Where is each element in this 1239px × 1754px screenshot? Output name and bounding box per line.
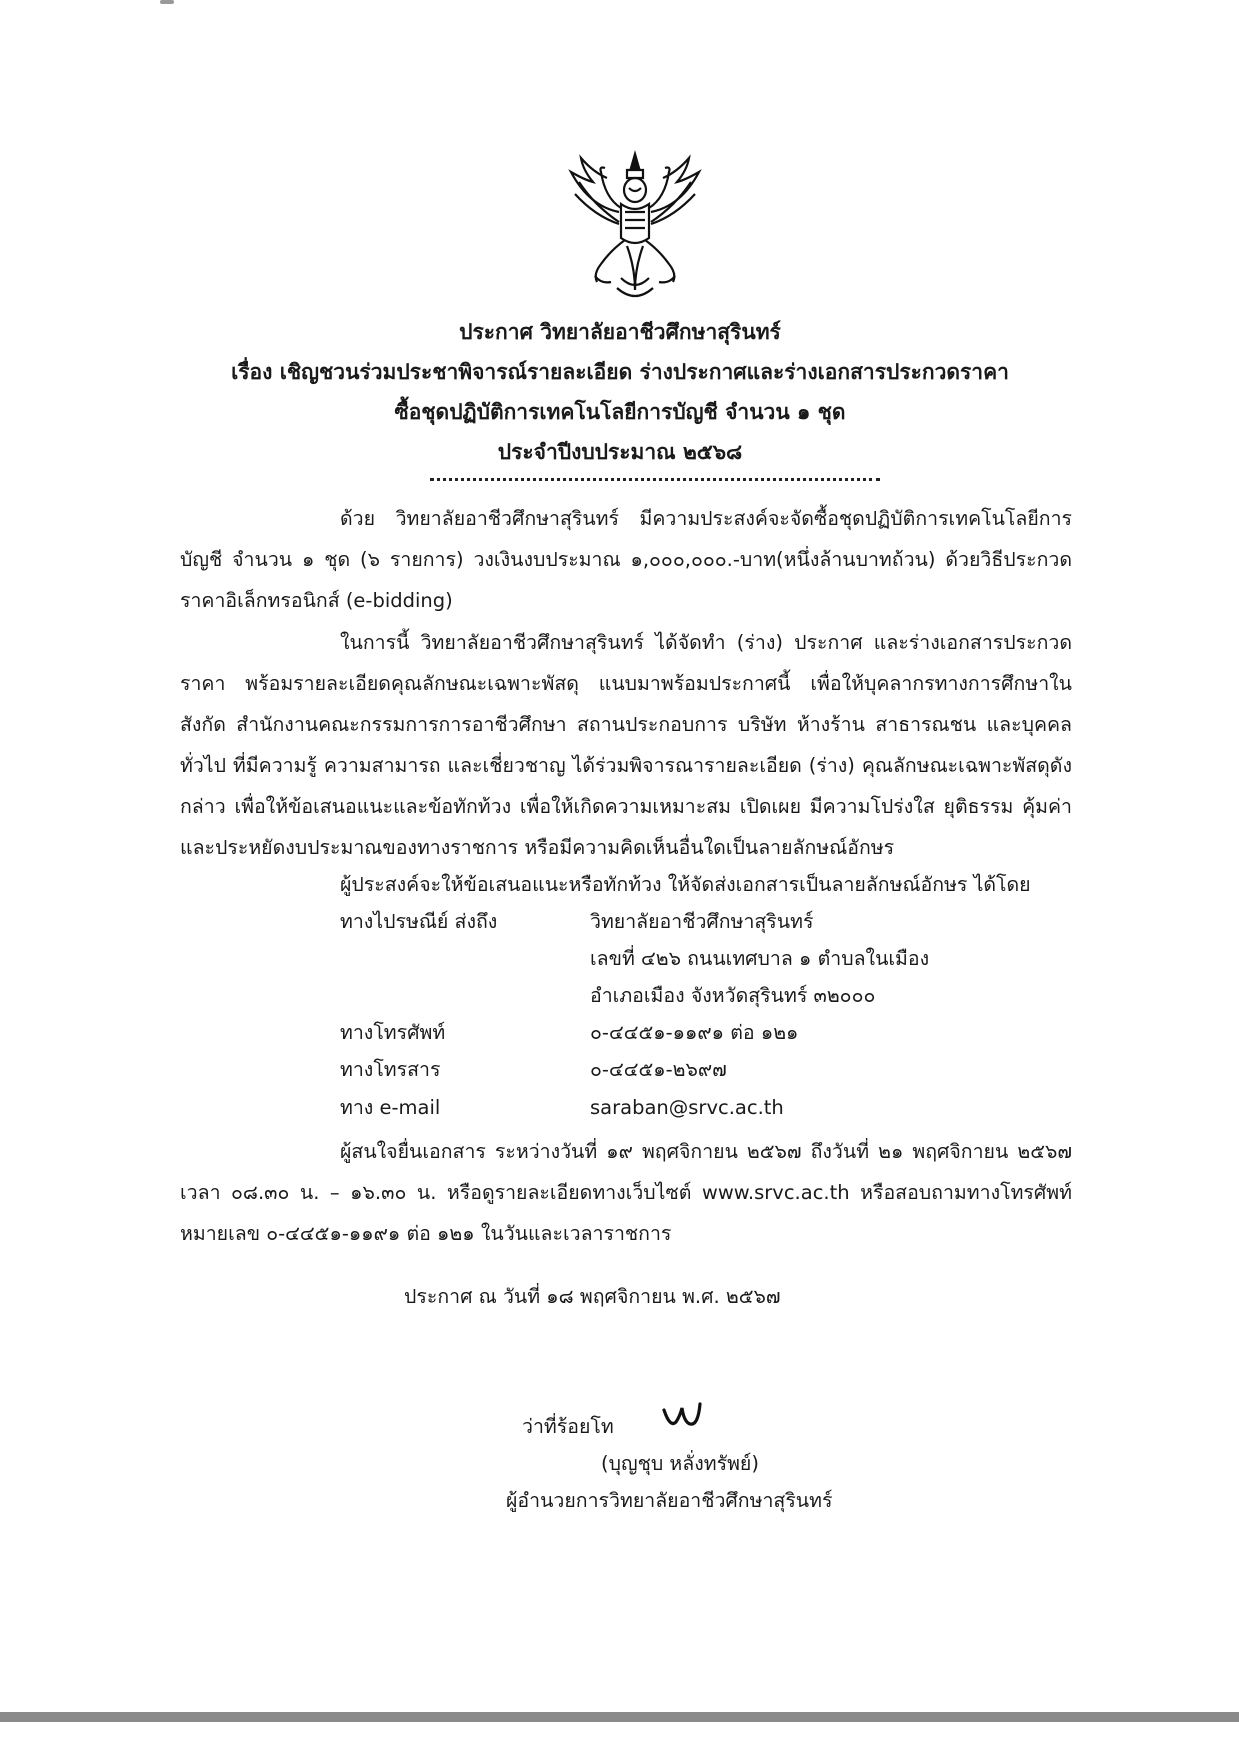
scan-edge-bar — [0, 1712, 1239, 1722]
scan-speck — [160, 0, 174, 4]
signer-position: ผู้อำนวยการวิทยาลัยอาชีวศึกษาสุรินทร์ — [506, 1489, 833, 1512]
heading-line-4: ประจำปีงบประมาณ ๒๕๖๘ — [497, 440, 743, 464]
phone-value: ๐-๔๔๕๑-๑๑๙๑ ต่อ ๑๒๑ — [590, 1021, 799, 1044]
heading-line-3: ซื้อชุดปฏิบัติการเทคโนโลยีการบัญชี จำนวน ๑ ชุด — [394, 400, 846, 424]
heading-line-2: เรื่อง เชิญชวนร่วมประชาพิจารณ์รายละเอียด ร่างประกาศและร่างเอกสารประกวดราคา — [231, 360, 1009, 384]
email-label: ทาง e-mail — [340, 1096, 441, 1119]
announce-date: ประกาศ ณ วันที่ ๑๘ พฤศจิกายน พ.ศ. ๒๕๖๗ — [404, 1285, 781, 1308]
post-address-line-2: เลขที่ ๔๒๖ ถนนเทศบาล ๑ ตำบลในเมือง — [590, 947, 930, 970]
contact-intro: ผู้ประสงค์จะให้ข้อเสนอแนะหรือทักท้วง ให้จัดส่งเอกสารเป็นลายลักษณ์อักษร ได้โดย — [340, 873, 1031, 896]
handwritten-signature — [660, 1400, 710, 1436]
heading-divider — [430, 478, 880, 481]
paragraph-purpose: ด้วย วิทยาลัยอาชีวศึกษาสุรินทร์ มีความประสงค์จะจัดซื้อชุดปฏิบัติการเทคโนโลยีการบัญชี จำนวน ๑ ชุด (๖ รายการ) วงเงินงบประมาณ ๑,๐๐๐,๐๐๐.-บาท(หนึ่งล้านบาทถ้วน) ด้วยวิธีประกวดราคาอิเล็กทรอนิกส์ (e-bidding) — [180, 507, 1072, 612]
phone-label: ทางโทรศัพท์ — [340, 1021, 446, 1044]
signer-rank: ว่าที่ร้อยโท — [522, 1415, 614, 1438]
signer-name: (บุญชุบ หลั่งทรัพย์) — [601, 1452, 759, 1475]
post-address-line-1: วิทยาลัยอาชีวศึกษาสุรินทร์ — [590, 910, 814, 933]
email-value: saraban@srvc.ac.th — [590, 1096, 784, 1119]
garuda-emblem-icon — [565, 148, 705, 303]
heading-line-1: ประกาศ วิทยาลัยอาชีวศึกษาสุรินทร์ — [459, 320, 781, 344]
paragraph-submission: ผู้สนใจยื่นเอกสาร ระหว่างวันที่ ๑๙ พฤศจิกายน ๒๕๖๗ ถึงวันที่ ๒๑ พฤศจิกายน ๒๕๖๗ เวลา ๐๘.๓๐ น. – ๑๖.๓๐ น. หรือดูรายละเอียดทางเว็บไซต์ www.srvc.ac.th หรือสอบถามทางโทรศัพท์ หมายเลข ๐-๔๔๕๑-๑๑๙๑ ต่อ ๑๒๑ ในวันและเวลาราชการ — [180, 1140, 1072, 1245]
post-label: ทางไปรษณีย์ ส่งถึง — [340, 910, 498, 933]
post-address-line-3: อำเภอเมือง จังหวัดสุรินทร์ ๓๒๐๐๐ — [590, 984, 876, 1007]
paragraph-details: ในการนี้ วิทยาลัยอาชีวศึกษาสุรินทร์ ได้จัดทำ (ร่าง) ประกาศ และร่างเอกสารประกวดราคา พร้อมรายละเอียดคุณลักษณะเฉพาะพัสดุ แนบมาพร้อมประกาศนี้ เพื่อให้บุคลากรทางการศึกษาในสังกัด สำนักงานคณะกรรมการการอาชีวศึกษา สถานประกอบการ บริษัท ห้างร้าน สาธารณชน และบุคคลทั่วไป ที่มีความรู้ ความสามารถ และเชี่ยวชาญ ได้ร่วมพิจารณารายละเอียด (ร่าง) คุณลักษณะเฉพาะพัสดุดังกล่าว เพื่อให้ข้อเสนอแนะและข้อทักท้วง เพื่อให้เกิดความเหมาะสม เปิดเผย มีความโปร่งใส ยุติธรรม คุ้มค่า และประหยัดงบประมาณของทางราชการ หรือมีความคิดเห็นอื่นใดเป็นลายลักษณ์อักษร — [180, 631, 1072, 859]
fax-value: ๐-๔๔๕๑-๒๖๙๗ — [590, 1058, 727, 1081]
fax-label: ทางโทรสาร — [340, 1058, 441, 1081]
